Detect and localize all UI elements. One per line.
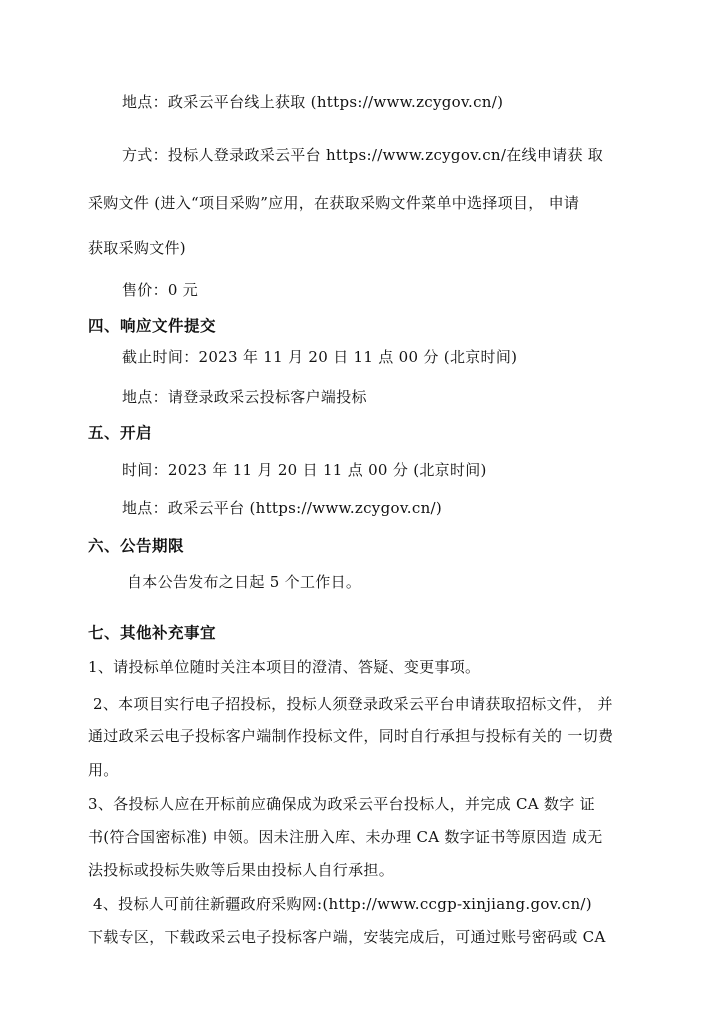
section-heading-response-submission: 四、响应文件提交 xyxy=(88,317,217,335)
supplement-item-4: 4、投标人可前往新疆政府采购网:(http://www.ccgp-xinjiang.gov.cn/) xyxy=(93,895,592,913)
acquire-method-line: 方式：投标人登录政采云平台 https://www.zcygov.cn/在线申请获 取 xyxy=(122,146,604,164)
price-line: 售价：0 元 xyxy=(122,281,199,299)
section-heading-supplementary: 七、其他补充事宜 xyxy=(88,624,217,642)
opening-time-line: 时间：2023 年 11 月 20 日 11 点 00 分 (北京时间) xyxy=(122,461,487,479)
supplement-item-3-line-2: 书(符合国密标准) 申领。因未注册入库、未办理 CA 数字证书等原因造 成无 xyxy=(88,828,603,846)
section-heading-notice-period: 六、公告期限 xyxy=(88,537,185,555)
acquire-location-line: 地点：政采云平台线上获取 (https://www.zcygov.cn/) xyxy=(122,93,504,111)
acquire-method-line-2: 采购文件 (进入“项目采购”应用，在获取采购文件菜单中选择项目， 申请 xyxy=(88,194,580,212)
supplement-item-2: 2、本项目实行电子招投标，投标人须登录政采云平台申请获取招标文件， 并 xyxy=(93,695,613,713)
supplement-item-2-line-2: 通过政采云电子投标客户端制作投标文件，同时自行承担与投标有关的 一切费 xyxy=(88,727,614,745)
submission-location-line: 地点：请登录政采云投标客户端投标 xyxy=(122,388,367,406)
supplement-item-4-line-2: 下载专区，下载政采云电子投标客户端，安装完成后，可通过账号密码或 CA xyxy=(88,928,606,946)
supplement-item-1: 1、请投标单位随时关注本项目的澄清、答疑、变更事项。 xyxy=(88,658,481,676)
supplement-item-2-line-3: 用。 xyxy=(88,761,119,779)
supplement-item-3-line-3: 法投标或投标失败等后果由投标人自行承担。 xyxy=(88,861,395,879)
deadline-line: 截止时间：2023 年 11 月 20 日 11 点 00 分 (北京时间) xyxy=(122,348,518,366)
acquire-method-line-3: 获取采购文件) xyxy=(88,239,186,257)
opening-location-line: 地点：政采云平台 (https://www.zcygov.cn/) xyxy=(122,499,443,517)
section-heading-opening: 五、开启 xyxy=(88,424,153,442)
notice-period-line: 自本公告发布之日起 5 个工作日。 xyxy=(127,573,362,591)
supplement-item-3: 3、各投标人应在开标前应确保成为政采云平台投标人，并完成 CA 数字 证 xyxy=(88,795,595,813)
